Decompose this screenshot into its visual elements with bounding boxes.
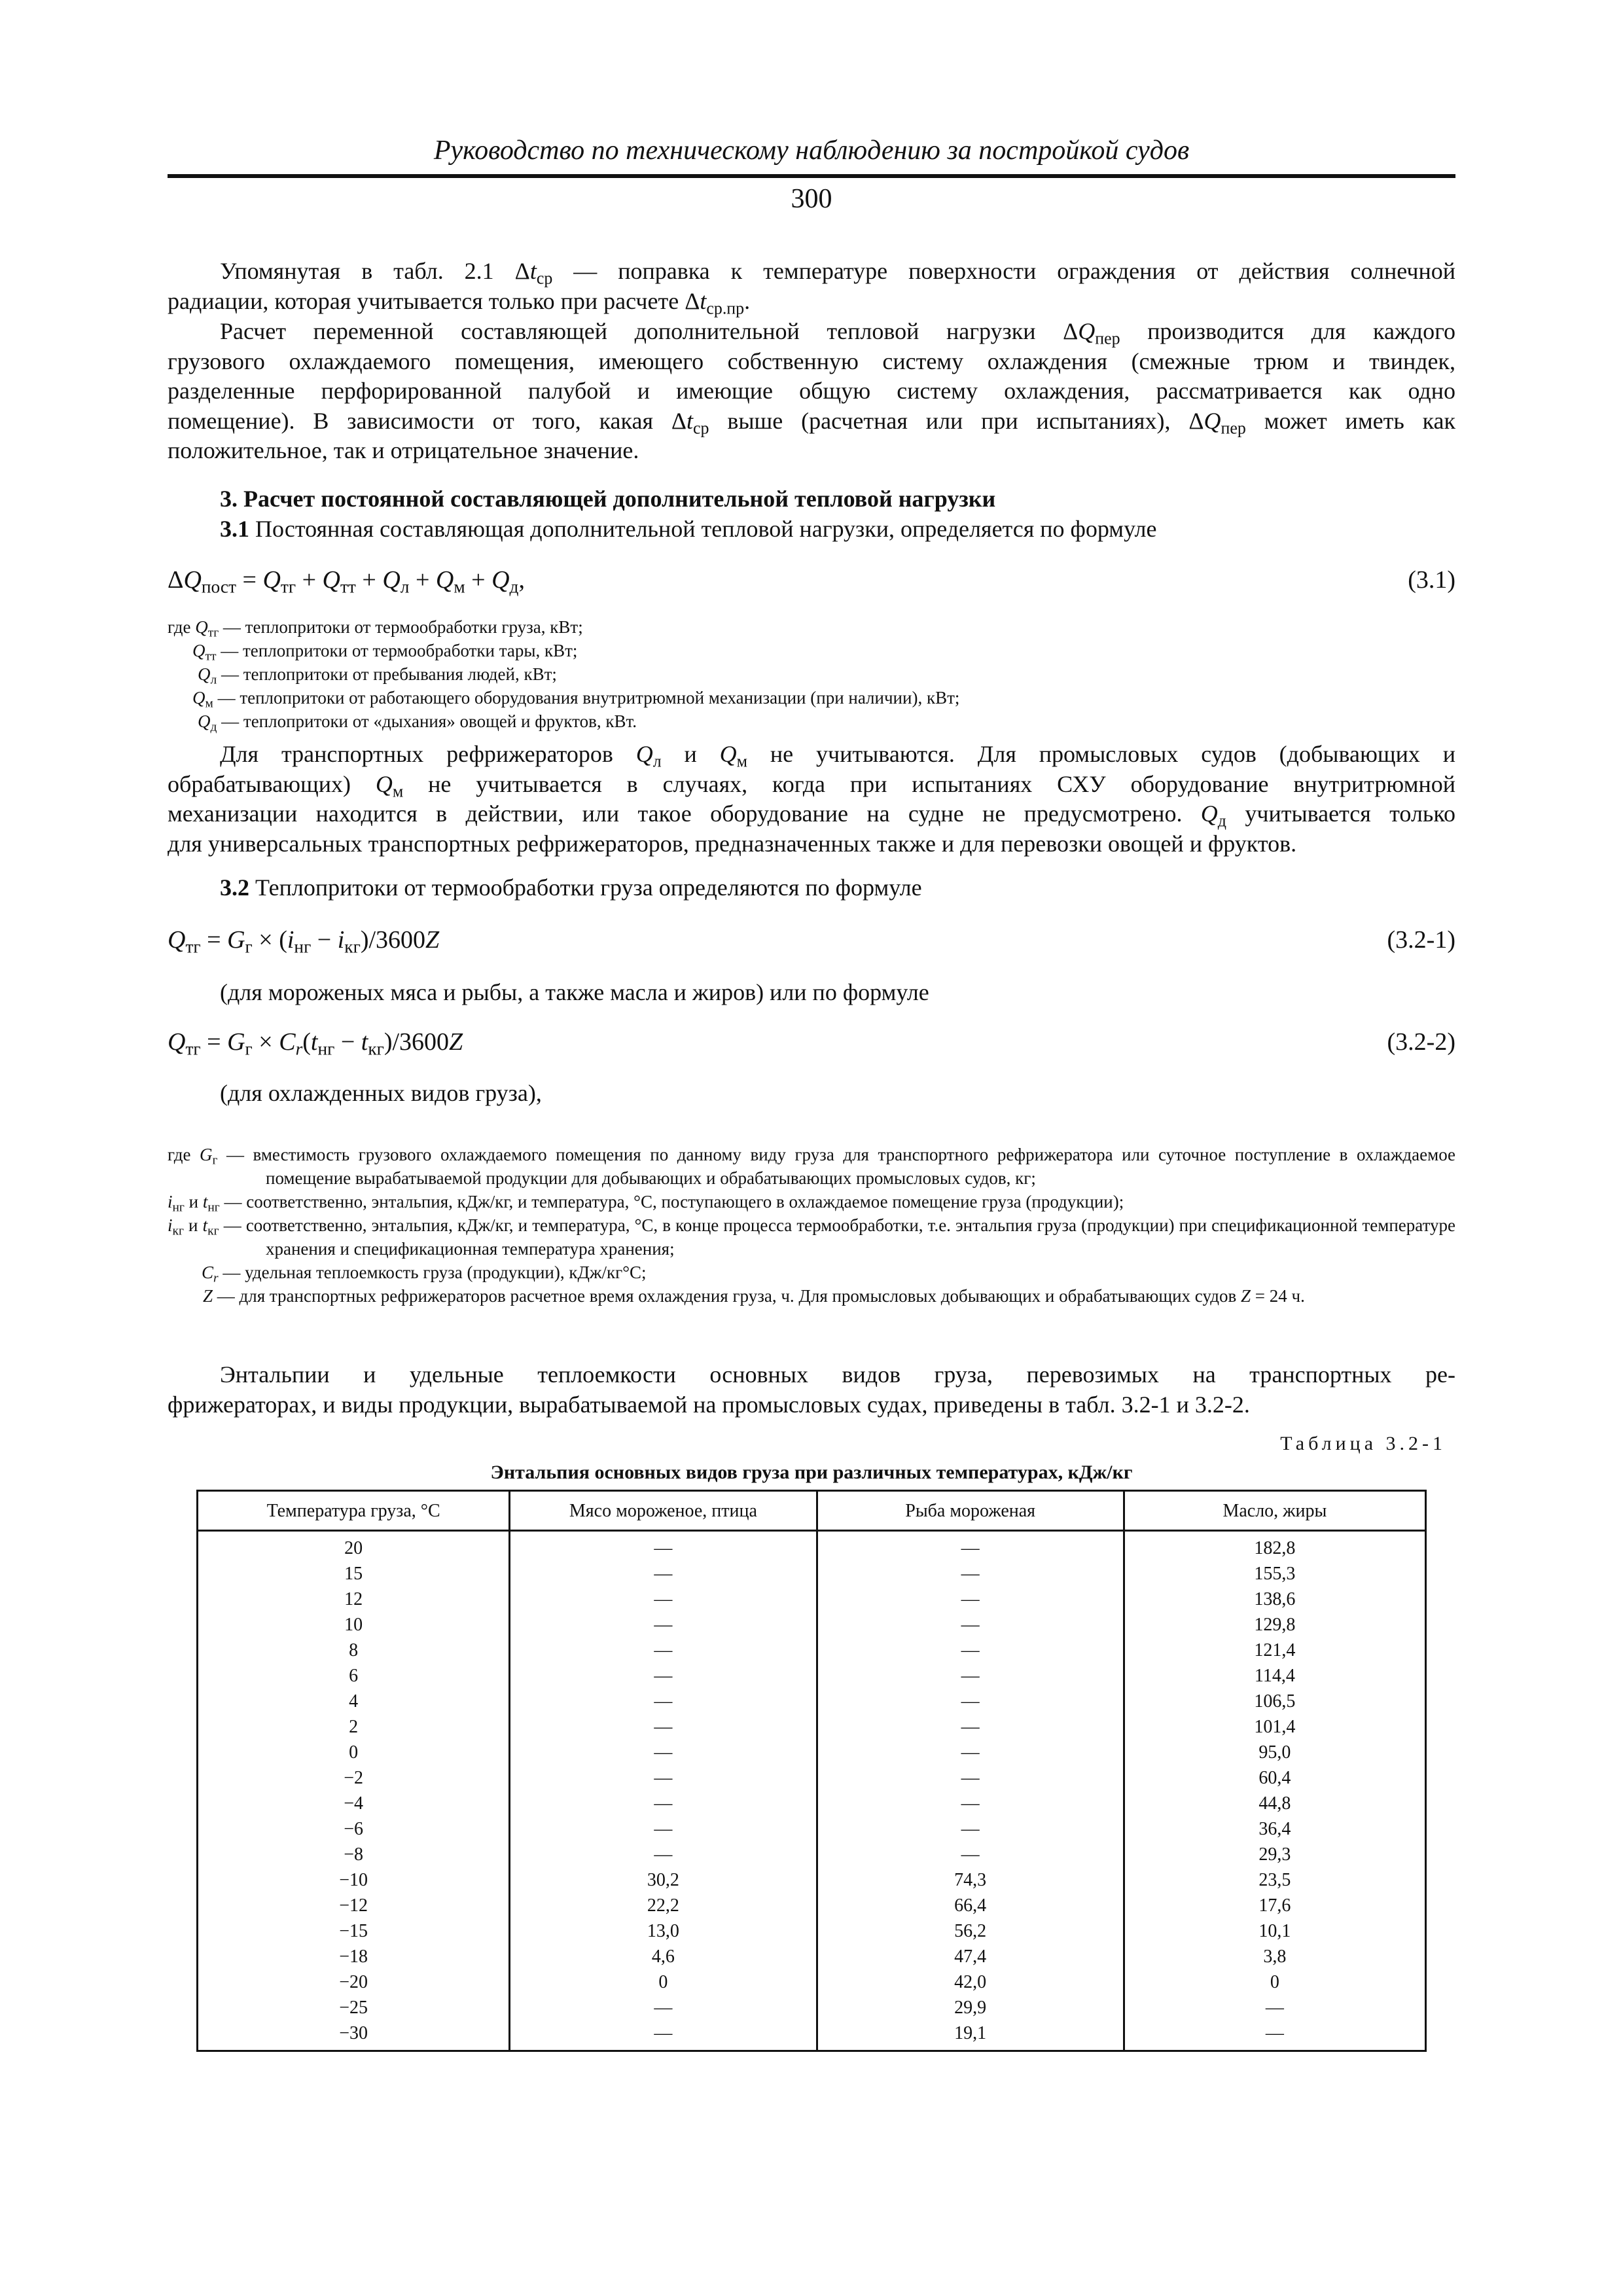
table-cell: 0 bbox=[1124, 1969, 1425, 1995]
table-title: Энтальпия основных видов груза при различных температурах, кДж/кг bbox=[490, 1462, 1133, 1483]
table-cell: 95,0 bbox=[1124, 1740, 1425, 1765]
table-cell: 129,8 bbox=[1124, 1612, 1425, 1638]
table-row bbox=[198, 1918, 1426, 1944]
symbol: i bbox=[168, 1215, 173, 1235]
text: радиации, которая учитывается только при расчете bbox=[168, 287, 685, 314]
symbol: i bbox=[168, 1192, 173, 1211]
table-cell: 13,0 bbox=[510, 1918, 817, 1944]
symbol: Δ bbox=[168, 566, 184, 594]
formula-3-2-2 bbox=[168, 1026, 1455, 1058]
symbol: Q bbox=[168, 926, 186, 954]
table-header-row bbox=[198, 1491, 1426, 1531]
text: учитывается только bbox=[1226, 800, 1455, 827]
column-header-butter: Масло, жиры bbox=[1124, 1491, 1425, 1531]
formula-3-1 bbox=[168, 564, 1455, 596]
text: Расчет переменной составляющей дополнительной тепловой нагрузки bbox=[220, 318, 1063, 344]
subscript: тт bbox=[205, 649, 217, 664]
table-row bbox=[198, 1893, 1426, 1918]
subscript: г bbox=[245, 1039, 253, 1059]
table-cell: 60,4 bbox=[1124, 1765, 1425, 1791]
table-cell: 10 bbox=[198, 1612, 510, 1638]
definition-row bbox=[168, 709, 1455, 733]
table-cell: — bbox=[817, 1638, 1124, 1663]
symbol: Δ bbox=[685, 287, 700, 314]
symbol: Z bbox=[1240, 1286, 1251, 1306]
table-row bbox=[198, 1816, 1426, 1842]
symbol: Δ bbox=[1063, 318, 1079, 344]
table-row bbox=[198, 1867, 1426, 1893]
table-cell: 8 bbox=[198, 1638, 510, 1663]
operator: = bbox=[200, 1028, 228, 1056]
symbol: Q bbox=[491, 566, 510, 594]
column-header-meat: Мясо мороженое, птица bbox=[510, 1491, 817, 1531]
table-cell: −6 bbox=[198, 1816, 510, 1842]
table-cell: 0 bbox=[198, 1740, 510, 1765]
table-cell: 20 bbox=[198, 1531, 510, 1562]
text: не учитывается в случаях, когда при испытаниях СХУ оборудование внутритрюмной bbox=[403, 770, 1456, 797]
subscript: л bbox=[652, 751, 662, 771]
subscript: пост bbox=[201, 577, 236, 597]
table-cell: −8 bbox=[198, 1842, 510, 1867]
table-cell: — bbox=[817, 1689, 1124, 1714]
table-cell: — bbox=[510, 2020, 817, 2051]
subscript: г bbox=[212, 1153, 218, 1168]
heading-text: 3. Расчет постоянной составляющей дополнительной тепловой нагрузки bbox=[220, 486, 996, 512]
paragraph-solar-correction bbox=[168, 257, 1455, 316]
symbol: t bbox=[202, 1192, 208, 1211]
subscript: м bbox=[454, 577, 465, 597]
symbol: Q bbox=[1200, 800, 1218, 827]
text: )/3600 bbox=[360, 926, 426, 954]
table-cell: — bbox=[510, 1765, 817, 1791]
table-cell: — bbox=[817, 1663, 1124, 1689]
table-cell: — bbox=[510, 1791, 817, 1816]
text: где bbox=[168, 1145, 200, 1164]
symbol: Q bbox=[635, 741, 653, 767]
symbol: Q bbox=[322, 566, 340, 594]
table-row bbox=[198, 1689, 1426, 1714]
text: может иметь как bbox=[1245, 407, 1456, 434]
column-header-temperature: Температура груза, °С bbox=[198, 1491, 510, 1531]
text: производится для каждого bbox=[1120, 318, 1455, 344]
subscript: г bbox=[245, 937, 253, 957]
text: = 24 ч. bbox=[1251, 1286, 1305, 1306]
table-cell: 74,3 bbox=[817, 1867, 1124, 1893]
symbol: G bbox=[200, 1145, 213, 1164]
subscript: ср.пр bbox=[706, 298, 745, 317]
table-cell: 29,9 bbox=[817, 1995, 1124, 2020]
table-cell: — bbox=[510, 1689, 817, 1714]
text: Для транспортных рефрижераторов bbox=[220, 741, 636, 767]
table-cell: 29,3 bbox=[1124, 1842, 1425, 1867]
text: (для мороженых мяса и рыбы, а также масла и жиров) или по формуле bbox=[220, 979, 929, 1005]
table-cell: 121,4 bbox=[1124, 1638, 1425, 1663]
text: — теплопритоки от «дыхания» овощей и фруктов, кВт. bbox=[217, 711, 637, 731]
table-cell: — bbox=[510, 1816, 817, 1842]
definitions-3-2 bbox=[168, 1143, 1455, 1308]
table-row bbox=[198, 1842, 1426, 1867]
table-row bbox=[198, 1561, 1426, 1587]
subscript: кг bbox=[344, 937, 361, 957]
column-header-fish: Рыба мороженая bbox=[817, 1491, 1124, 1531]
text-line: фрижераторах, и виды продукции, вырабатываемой на промысловых судах, приведены в табл. 3.2-1 и 3.2-2. bbox=[168, 1391, 1250, 1418]
symbol: Q bbox=[719, 741, 737, 767]
operator: + bbox=[296, 566, 323, 594]
text: )/3600 bbox=[383, 1028, 450, 1056]
table-cell: −30 bbox=[198, 2020, 510, 2051]
operator: + bbox=[465, 566, 492, 594]
table-row bbox=[198, 1740, 1426, 1765]
table-cell: 182,8 bbox=[1124, 1531, 1425, 1562]
table-cell: −20 bbox=[198, 1969, 510, 1995]
table-cell: — bbox=[817, 1561, 1124, 1587]
subscript: r bbox=[295, 1039, 303, 1059]
table-cell: — bbox=[817, 1612, 1124, 1638]
subscript: кг bbox=[207, 1224, 219, 1238]
symbol: t bbox=[687, 407, 694, 434]
text: Постоянная составляющая дополнительной тепловой нагрузки, определяется по формуле bbox=[249, 516, 1157, 542]
text: — теплопритоки от термообработки тары, кВт; bbox=[216, 641, 578, 660]
table-cell: 56,2 bbox=[817, 1918, 1124, 1944]
table-cell: — bbox=[817, 1765, 1124, 1791]
symbol: Q bbox=[195, 617, 208, 637]
table-number: Таблица 3.2-1 bbox=[1280, 1433, 1446, 1454]
running-header: Руководство по техническому наблюдению за постройкой судов bbox=[433, 135, 1190, 166]
table-row bbox=[198, 1765, 1426, 1791]
text: Теплопритоки от термообработки груза определяются по формуле bbox=[249, 874, 922, 901]
subscript: м bbox=[736, 751, 748, 771]
table-cell: 36,4 bbox=[1124, 1816, 1425, 1842]
section-3-heading bbox=[168, 484, 1455, 514]
formula-3-2-1 bbox=[168, 924, 1455, 956]
table-row bbox=[198, 1969, 1426, 1995]
table-row bbox=[198, 1612, 1426, 1638]
text: механизации находится в действии, или такое оборудование на судне не предусмотрено. bbox=[168, 800, 1201, 827]
table-cell: 47,4 bbox=[817, 1944, 1124, 1969]
symbol: Q bbox=[262, 566, 281, 594]
symbol: Z bbox=[449, 1028, 463, 1056]
table-row bbox=[198, 1531, 1426, 1562]
text: (для охлажденных видов груза), bbox=[220, 1080, 542, 1106]
paragraph-transport-reefers bbox=[168, 740, 1455, 859]
table-cell: — bbox=[510, 1740, 817, 1765]
table-cell: — bbox=[1124, 2020, 1425, 2051]
subscript: м bbox=[392, 781, 404, 800]
symbol: i bbox=[337, 926, 345, 954]
text: и bbox=[184, 1192, 203, 1211]
enthalpy-table bbox=[196, 1490, 1427, 2052]
subscript: л bbox=[400, 577, 410, 597]
definitions-3-1 bbox=[168, 615, 1455, 733]
formula-number: (3.2-2) bbox=[1387, 1028, 1455, 1056]
subscript: тг bbox=[185, 1039, 201, 1059]
subscript: ср bbox=[536, 268, 553, 288]
table-cell: 23,5 bbox=[1124, 1867, 1425, 1893]
paragraph-3-1 bbox=[168, 514, 1455, 545]
subscript: ср bbox=[693, 418, 709, 437]
table-cell: −2 bbox=[198, 1765, 510, 1791]
subscript: нг bbox=[207, 1200, 220, 1215]
subscript: д bbox=[210, 720, 217, 734]
text: — теплопритоки от работающего оборудования внутритрюмной механизации (при наличии), кВт; bbox=[213, 688, 960, 708]
table-cell: 66,4 bbox=[817, 1893, 1124, 1918]
table-cell: −25 bbox=[198, 1995, 510, 2020]
symbol: t bbox=[202, 1215, 208, 1235]
table-cell: 2 bbox=[198, 1714, 510, 1740]
symbol: Q bbox=[1078, 318, 1096, 344]
definition-row bbox=[168, 1143, 1455, 1190]
table-cell: −4 bbox=[198, 1791, 510, 1816]
subscript: пер bbox=[1095, 329, 1120, 348]
subscript: кг bbox=[368, 1039, 384, 1059]
paragraph-enthalpies bbox=[168, 1360, 1455, 1420]
symbol: Q bbox=[192, 688, 205, 708]
table-cell: 19,1 bbox=[817, 2020, 1124, 2051]
table-cell: 44,8 bbox=[1124, 1791, 1425, 1816]
operator: × ( bbox=[252, 926, 287, 954]
table-cell: 42,0 bbox=[817, 1969, 1124, 1995]
table-cell: — bbox=[817, 1842, 1124, 1867]
paragraph-3-2 bbox=[168, 873, 1455, 903]
table-row bbox=[198, 1663, 1426, 1689]
definition-row bbox=[168, 1190, 1455, 1213]
subscript: м bbox=[205, 696, 213, 711]
symbol: Q bbox=[382, 566, 401, 594]
table-cell: — bbox=[1124, 1995, 1425, 2020]
symbol: C bbox=[279, 1028, 296, 1056]
clause-number: 3.1 bbox=[220, 516, 249, 542]
definition-row bbox=[168, 1284, 1455, 1308]
text: где bbox=[168, 617, 196, 637]
text: — соответственно, энтальпия, кДж/кг, и температура, °С, в конце процесса термообработки, т.е. энтальпия груза (продукции) при спецификационной температуре хранения и спецификационная температура хранения; bbox=[219, 1215, 1455, 1259]
table-cell: — bbox=[510, 1638, 817, 1663]
symbol: t bbox=[361, 1028, 368, 1056]
text: обрабатывающих) bbox=[168, 770, 376, 797]
operator: − bbox=[334, 1028, 361, 1056]
text: — вместимость грузового охлаждаемого помещения по данному виду груза для транспортного рефрижератора или суточное поступление в охлаждаемое помещение вырабатываемой продукции для добывающих и обрабатывающих промысловых судов, кг; bbox=[217, 1145, 1456, 1188]
table-cell: — bbox=[510, 1663, 817, 1689]
table-cell: 4,6 bbox=[510, 1944, 817, 1969]
table-cell: — bbox=[510, 1714, 817, 1740]
table-cell: −18 bbox=[198, 1944, 510, 1969]
table-cell: 6 bbox=[198, 1663, 510, 1689]
subscript: д bbox=[509, 577, 519, 597]
table-row bbox=[198, 1638, 1426, 1663]
table-cell: — bbox=[510, 1531, 817, 1562]
symbol: Δ bbox=[671, 407, 687, 434]
text: — теплопритоки от термообработки груза, кВт; bbox=[219, 617, 583, 637]
table-cell: 101,4 bbox=[1124, 1714, 1425, 1740]
formula-number: (3.2-1) bbox=[1387, 926, 1455, 954]
text: — теплопритоки от пребывания людей, кВт; bbox=[217, 664, 557, 684]
page-number: 300 bbox=[791, 184, 832, 214]
text: — для транспортных рефрижераторов расчетное время охлаждения груза, ч. Для промысловых добывающих и обрабатывающих судов bbox=[213, 1286, 1241, 1306]
table-row bbox=[198, 1714, 1426, 1740]
subscript: пер bbox=[1221, 418, 1246, 437]
table-cell: 0 bbox=[510, 1969, 817, 1995]
note-chilled bbox=[168, 1079, 1455, 1109]
punctuation: ( bbox=[302, 1028, 311, 1056]
symbol: Z bbox=[425, 926, 440, 954]
subscript: r bbox=[213, 1271, 219, 1285]
table-cell: — bbox=[817, 1740, 1124, 1765]
symbol: Δ bbox=[514, 258, 530, 284]
table-cell: 4 bbox=[198, 1689, 510, 1714]
table-row bbox=[198, 1587, 1426, 1612]
text: выше (расчетная или при испытаниях), bbox=[709, 407, 1189, 434]
symbol: Q bbox=[435, 566, 454, 594]
table-cell: −12 bbox=[198, 1893, 510, 1918]
symbol: G bbox=[227, 1028, 245, 1056]
table-cell: — bbox=[510, 1842, 817, 1867]
table-cell: — bbox=[817, 1714, 1124, 1740]
operator: + bbox=[409, 566, 436, 594]
text-line: для универсальных транспортных рефрижераторов, предназначенных также и для перевозки овощей и фруктов. bbox=[168, 830, 1297, 857]
operator: = bbox=[200, 926, 228, 954]
definition-row bbox=[168, 686, 1455, 709]
symbol: t bbox=[310, 1028, 318, 1056]
table-body bbox=[198, 1531, 1426, 2051]
table-cell: −10 bbox=[198, 1867, 510, 1893]
operator: = bbox=[236, 566, 263, 594]
operator: × bbox=[252, 1028, 279, 1056]
formula-number: (3.1) bbox=[1408, 566, 1455, 594]
definition-row bbox=[168, 662, 1455, 686]
text: Упомянутая в табл. 2.1 bbox=[220, 258, 515, 284]
text-line: положительное, так и отрицательное значение. bbox=[168, 437, 639, 463]
table-cell: 17,6 bbox=[1124, 1893, 1425, 1918]
definition-row bbox=[168, 639, 1455, 662]
subscript: нг bbox=[172, 1200, 185, 1215]
table-cell: 114,4 bbox=[1124, 1663, 1425, 1689]
symbol: Z bbox=[203, 1286, 213, 1306]
symbol: Q bbox=[168, 1028, 186, 1056]
table-row bbox=[198, 1791, 1426, 1816]
subscript: нг bbox=[294, 937, 312, 957]
text: — соответственно, энтальпия, кДж/кг, и температура, °С, поступающего в охлаждаемое помещение груза (продукции); bbox=[219, 1192, 1124, 1211]
table-cell: 3,8 bbox=[1124, 1944, 1425, 1969]
note-frozen bbox=[168, 978, 1455, 1008]
table-row bbox=[198, 1944, 1426, 1969]
symbol: Q bbox=[183, 566, 202, 594]
symbol: Δ bbox=[1188, 407, 1204, 434]
text: не учитываются. Для промысловых судов (добывающих и bbox=[747, 741, 1455, 767]
subscript: тг bbox=[280, 577, 296, 597]
table-cell: — bbox=[510, 1995, 817, 2020]
subscript: д bbox=[1217, 811, 1226, 831]
operator: + bbox=[355, 566, 383, 594]
paragraph-variable-load bbox=[168, 317, 1455, 466]
symbol: Q bbox=[198, 711, 211, 731]
text: . bbox=[744, 287, 751, 314]
symbol: C bbox=[202, 1263, 214, 1282]
table-cell: — bbox=[510, 1561, 817, 1587]
text-line: разделенные перфорированной палубой и имеющие общую систему охлаждения, рассматривается как одно bbox=[168, 378, 1455, 404]
table-cell: — bbox=[510, 1612, 817, 1638]
subscript: кг bbox=[172, 1224, 184, 1238]
table-cell: — bbox=[817, 1816, 1124, 1842]
text: помещение). В зависимости от того, какая bbox=[168, 407, 671, 434]
definition-row bbox=[168, 1213, 1455, 1261]
subscript: тт bbox=[340, 577, 356, 597]
table-cell: 138,6 bbox=[1124, 1587, 1425, 1612]
table-cell: 30,2 bbox=[510, 1867, 817, 1893]
symbol: t bbox=[700, 287, 707, 314]
table-cell: — bbox=[817, 1531, 1124, 1562]
symbol: Q bbox=[1204, 407, 1221, 434]
table-cell: — bbox=[817, 1791, 1124, 1816]
symbol: Q bbox=[375, 770, 393, 797]
text-line: грузового охлаждаемого помещения, имеющего собственную систему охлаждения (смежные трюм и твиндек, bbox=[168, 348, 1455, 374]
table-cell: 15 bbox=[198, 1561, 510, 1587]
subscript: тг bbox=[207, 626, 219, 640]
symbol: G bbox=[227, 926, 245, 954]
definition-row bbox=[168, 615, 1455, 639]
symbol: i bbox=[287, 926, 294, 954]
symbol: Q bbox=[198, 664, 211, 684]
table-cell: 155,3 bbox=[1124, 1561, 1425, 1587]
subscript: нг bbox=[317, 1039, 335, 1059]
punctuation: , bbox=[518, 566, 525, 594]
table-cell: 106,5 bbox=[1124, 1689, 1425, 1714]
symbol: Q bbox=[192, 641, 205, 660]
table-cell: 12 bbox=[198, 1587, 510, 1612]
operator: − bbox=[311, 926, 338, 954]
table-cell: −15 bbox=[198, 1918, 510, 1944]
table-cell: — bbox=[510, 1587, 817, 1612]
symbol: t bbox=[529, 258, 537, 284]
text: — поправка к температуре поверхности ограждения от действия солнечной bbox=[552, 258, 1455, 284]
clause-number: 3.2 bbox=[220, 874, 249, 901]
text-line: Энтальпии и удельные теплоемкости основных видов груза, перевозимых на транспортных ре- bbox=[220, 1361, 1455, 1388]
table-cell: 22,2 bbox=[510, 1893, 817, 1918]
subscript: тг bbox=[185, 937, 201, 957]
text: — удельная теплоемкость груза (продукции), кДж/кг°С; bbox=[218, 1263, 647, 1282]
text: и bbox=[183, 1215, 203, 1235]
table-cell: — bbox=[817, 1587, 1124, 1612]
subscript: л bbox=[210, 673, 217, 687]
header-rule bbox=[168, 174, 1455, 178]
definition-row bbox=[168, 1261, 1455, 1284]
table-row bbox=[198, 2020, 1426, 2051]
table-cell: 10,1 bbox=[1124, 1918, 1425, 1944]
table-row bbox=[198, 1995, 1426, 2020]
text: и bbox=[661, 741, 720, 767]
